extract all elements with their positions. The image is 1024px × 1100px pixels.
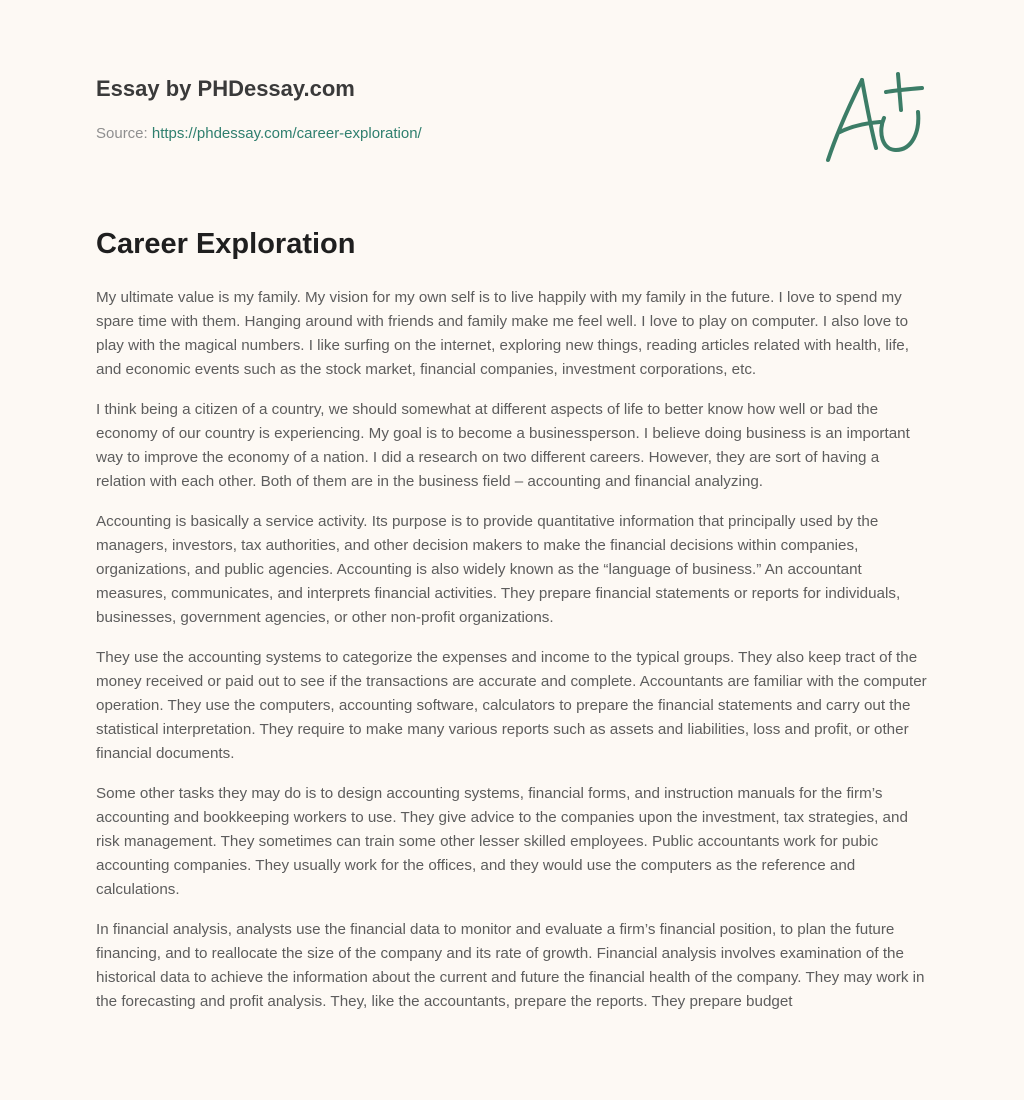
source-link[interactable]: https://phdessay.com/career-exploration/ [151,125,422,142]
essay-paragraph: Some other tasks they may do is to design accounting systems, financial forms, and instruction manuals for the firm’s accounting and bookkeeping workers to use. They give advice to the companies upon the investment, tax strategies, and risk management. They sometimes can train some other lesser skilled employees. Public accountants work for pubic accounting companies. They usually work for the offices, and they would use the computers as the reference and calculations. [96,785,908,898]
essay-paragraph: In financial analysis, analysts use the financial data to monitor and evaluate a firm’s financial position, to plan the future financing, and to reallocate the size of the company and its rate of growth. Financial analysis involves examination of the historical data to achieve the information about the current and future the financial health of the company. They may work in the forecasting and profit analysis. They, like the accountants, prepare the reports. They prepare budget [96,921,925,1010]
source-line [96,124,422,144]
essay-paragraph: Accounting is basically a service activity. Its purpose is to provide quantitative information that principally used by the managers, investors, tax authorities, and other decision makers to make the financial decisions within companies, organizations, and public agencies. Accounting is also widely known as the “language of business.” An accountant measures, communicates, and interprets financial activities. They prepare financial statements or reports for individuals, businesses, government agencies, or other non-profit organizations. [96,513,901,626]
essay-paragraph: They use the accounting systems to categorize the expenses and income to the typical groups. They also keep tract of the money received or paid out to see if the transactions are accurate and complete. Accountants are familiar with the computer operation. They use the computers, accounting software, calculators to prepare the financial statements and carry out the statistical interpretation. They require to make many various reports such as assets and liabilities, loss and profit, or other financial documents. [96,649,927,762]
site-header [96,74,736,142]
essay-title: Career Exploration [96,228,356,260]
a-plus-logo-icon [822,68,928,166]
source-label: Source: [96,125,148,142]
brand-name: Essay by PHDessay.com [96,76,355,101]
essay-body [96,286,930,1030]
essay-paragraph: My ultimate value is my family. My vision for my own self is to live happily with my family in the future. I love to spend my spare time with them. Hanging around with friends and family make me feel well. I love to play on computer. I also love to play with the magical numbers. I like surfing on the internet, exploring new things, reading articles related with health, life, and economic events such as the stock market, financial companies, investment corporations, etc. [96,289,909,378]
essay-paragraph: I think being a citizen of a country, we should somewhat at different aspects of life to better know how well or bad the economy of our country is experiencing. My goal is to become a businessperson. I believe doing business is an important way to improve the economy of a nation. I did a research on two different careers. However, they are sort of having a relation with each other. Both of them are in the business field – accounting and financial analyzing. [96,401,910,490]
